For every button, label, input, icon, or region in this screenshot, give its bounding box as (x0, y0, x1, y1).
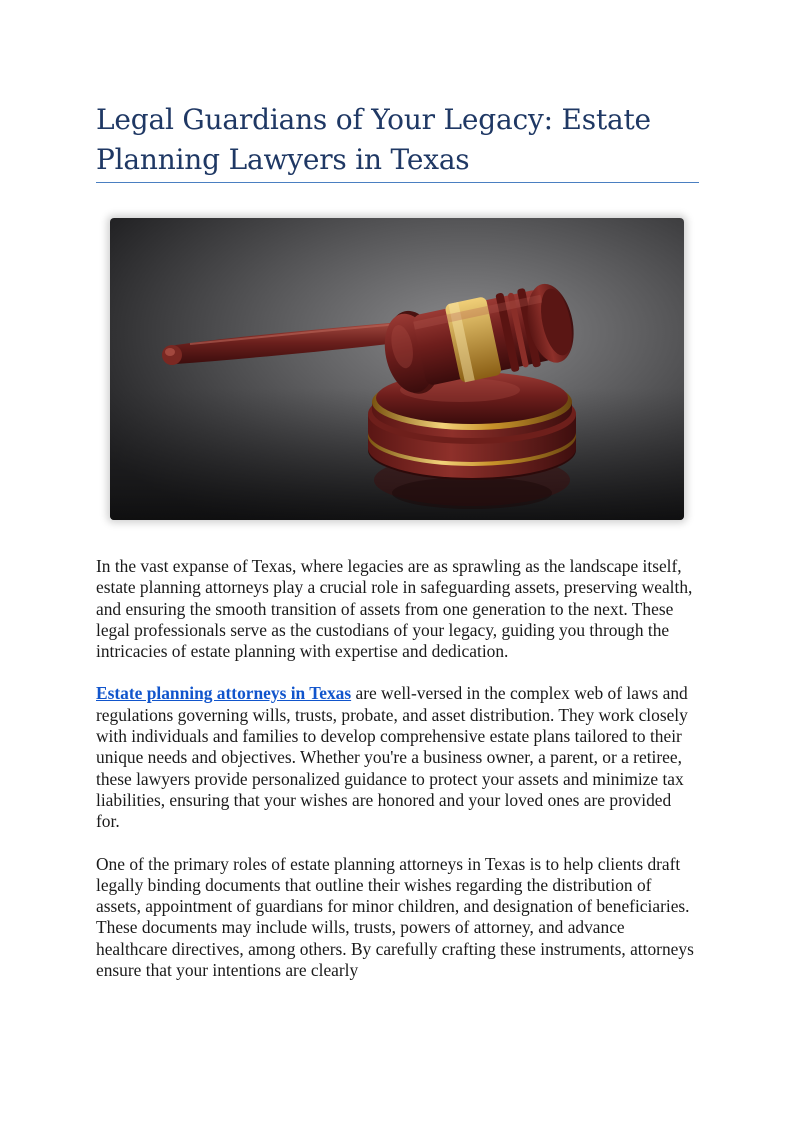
paragraph-3 (96, 854, 699, 982)
paragraph-1 (96, 556, 699, 662)
paragraph-2-text: are well-versed in the complex web of laws and regulations governing wills, trusts, probate, and asset distribution. They work closely with individuals and families to develop comprehensive estate plans tailored to their unique needs and objectives. Whether you're a business owner, a parent, or a retiree, these lawyers provide personalized guidance to protect your assets and minimize tax liabilities, ensuring that your wishes are honored and your loved ones are provided for. (96, 683, 688, 832)
title-underline-divider (96, 182, 699, 183)
paragraph-1-text: In the vast expanse of Texas, where legacies are as sprawling as the landscape itself, estate planning attorneys play a crucial role in safeguarding assets, preserving wealth, and ensuring the smooth transition of assets from one generation to the next. These legal professionals serve as the custodians of your legacy, guiding you through the intricacies of estate planning with expertise and dedication. (96, 556, 693, 662)
gavel-icon (110, 218, 684, 520)
hero-image (110, 218, 684, 520)
paragraph-3-text: One of the primary roles of estate planning attorneys in Texas is to help clients draft legally binding documents that outline their wishes regarding the distribution of assets, appointment of guardians for minor children, and designation of beneficiaries. These documents may include wills, trusts, powers of attorney, and advance healthcare directives, among others. By carefully crafting these instruments, attorneys ensure that your intentions are clearly (96, 853, 694, 981)
page-title: Legal Guardians of Your Legacy: Estate Planning Lawyers in Texas (96, 103, 651, 176)
estate-planning-attorneys-link[interactable]: Estate planning attorneys in Texas (96, 683, 352, 704)
article-body (96, 556, 699, 1002)
paragraph-2 (96, 683, 699, 832)
